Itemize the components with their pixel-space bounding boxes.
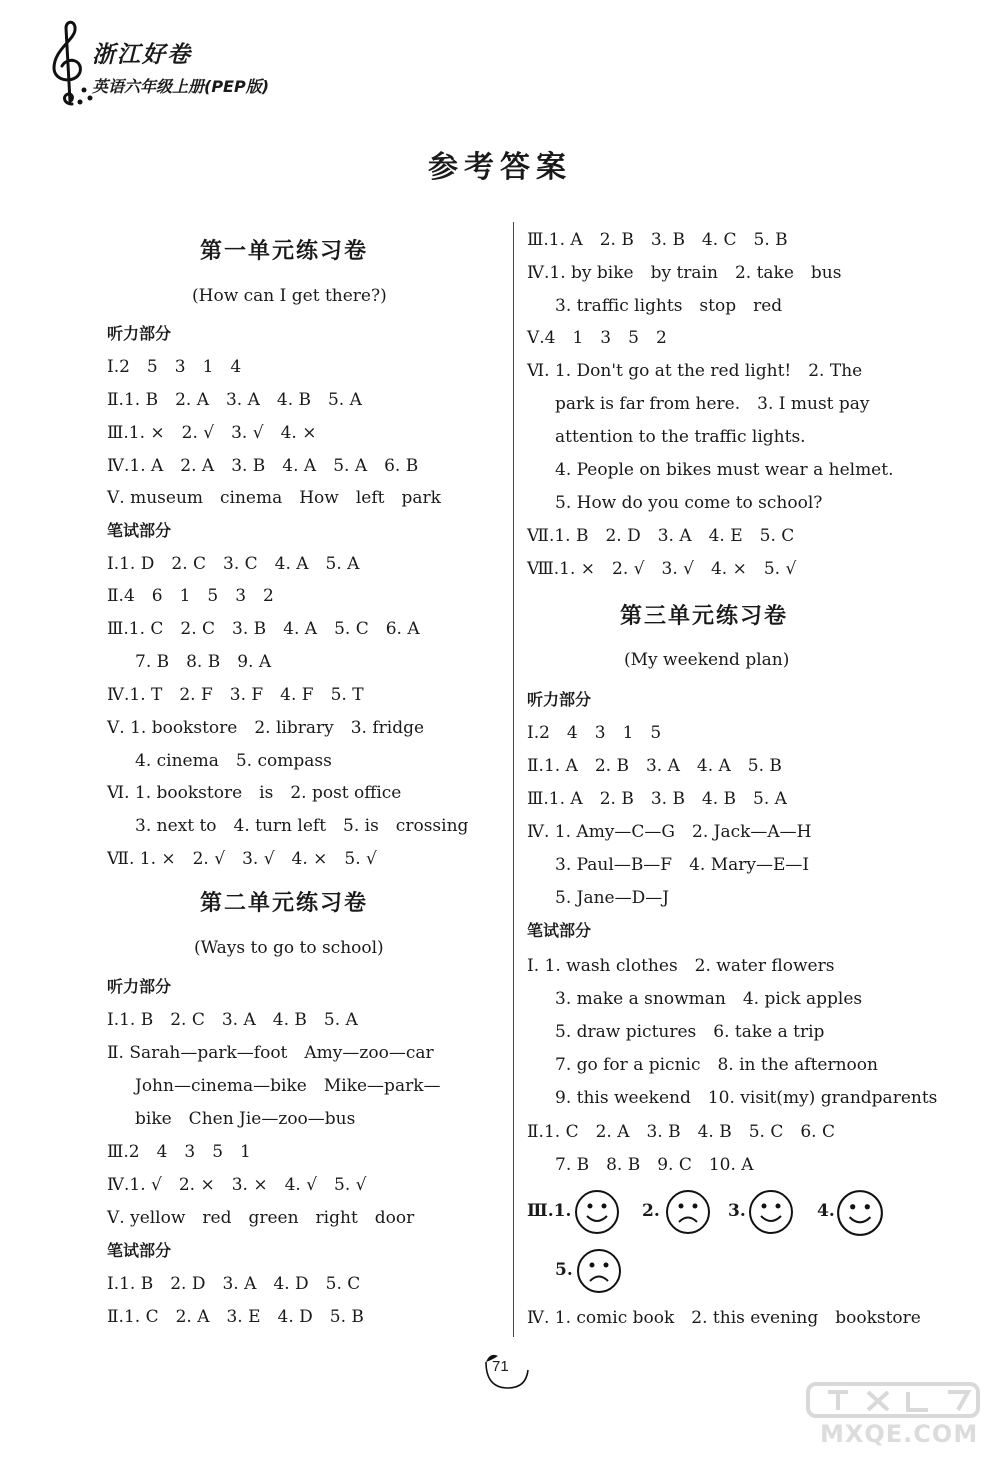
section-written: 笔试部分 [107, 1241, 172, 1260]
answer-line: Ⅳ.1. T 2. F 3. F 4. F 5. T [107, 685, 364, 705]
smiley-face-icon [573, 1188, 621, 1236]
answer-line: Ⅲ.2 4 3 5 1 [107, 1142, 251, 1162]
answer-line: Ⅵ. 1. bookstore is 2. post office [107, 783, 402, 803]
book-subtitle: 英语六年级上册(PEP版) [92, 77, 270, 96]
section-listening: 听力部分 [107, 324, 172, 343]
answer-line: Ⅰ.1. B 2. C 3. A 4. B 5. A [107, 1010, 358, 1030]
answer-line: Ⅳ. 1. comic book 2. this evening bookstore [527, 1308, 921, 1328]
answer-line: 9. this weekend 10. visit(my) grandparents [555, 1088, 938, 1108]
unit-3-subtitle: (My weekend plan) [624, 650, 790, 670]
page-number-text: 71 [492, 1358, 509, 1375]
answer-line: Ⅰ.2 5 3 1 4 [107, 357, 242, 377]
answer-line: Ⅱ. Sarah—park—foot Amy—zoo—car [107, 1043, 434, 1063]
section-listening: 听力部分 [527, 690, 592, 709]
watermark-logo-icon [798, 1380, 988, 1420]
answer-line: Ⅱ.4 6 1 5 3 2 [107, 586, 274, 606]
answer-line: Ⅲ.1. × 2. √ 3. √ 4. × [107, 423, 317, 443]
answer-line: Ⅰ.1. B 2. D 3. A 4. D 5. C [107, 1274, 361, 1294]
answer-line: Ⅰ.2 4 3 1 5 [527, 723, 662, 743]
answer-line: park is far from here. 3. I must pay [555, 394, 870, 414]
answer-line: Ⅴ. yellow red green right door [107, 1208, 415, 1228]
answer-line: 3. next to 4. turn left 5. is crossing [135, 816, 469, 836]
answer-line: Ⅱ.1. C 2. A 3. B 4. B 5. C 6. C [527, 1122, 835, 1142]
answer-line: Ⅶ. 1. × 2. √ 3. √ 4. × 5. √ [107, 849, 377, 869]
section-listening: 听力部分 [107, 977, 172, 996]
answer-line: 7. B 8. B 9. C 10. A [555, 1155, 754, 1175]
column-divider [513, 222, 514, 1337]
unit-3-title: 第三单元练习卷 [620, 604, 789, 629]
section-written: 笔试部分 [527, 921, 592, 940]
sad-face-icon [664, 1188, 712, 1236]
answer-line: Ⅳ. 1. Amy—C—G 2. Jack—A—H [527, 822, 812, 842]
answer-line: 4. People on bikes must wear a helmet. [555, 460, 894, 480]
watermark-text: MXQE.COM [820, 1420, 979, 1448]
answer-line: Ⅰ.1. D 2. C 3. C 4. A 5. A [107, 554, 360, 574]
answer-line: 5. Jane—D—J [555, 888, 670, 908]
answer-line: Ⅴ. museum cinema How left park [107, 488, 441, 508]
unit-1-subtitle: (How can I get there?) [192, 286, 387, 306]
face-label: 3. [728, 1201, 746, 1221]
page-title: 参考答案 [428, 150, 572, 185]
answer-line: Ⅳ.1. √ 2. × 3. × 4. √ 5. √ [107, 1175, 367, 1195]
answer-line: 5. draw pictures 6. take a trip [555, 1022, 825, 1042]
smiley-face-icon [835, 1188, 885, 1238]
face-label: 2. [642, 1201, 660, 1221]
answer-line: Ⅱ.1. B 2. A 3. A 4. B 5. A [107, 390, 362, 410]
answer-line: attention to the traffic lights. [555, 427, 806, 447]
answer-line: Ⅶ.1. B 2. D 3. A 4. E 5. C [527, 526, 795, 546]
page-header [40, 18, 370, 108]
face-label: 4. [817, 1201, 835, 1221]
face-row-label: Ⅲ.1. [527, 1201, 572, 1221]
unit-2-subtitle: (Ways to go to school) [194, 938, 384, 958]
answer-line: Ⅵ. 1. Don't go at the red light! 2. The [527, 361, 863, 381]
section-written: 笔试部分 [107, 521, 172, 540]
series-title: 浙江好卷 [92, 41, 192, 68]
answer-line: Ⅰ. 1. wash clothes 2. water flowers [527, 956, 835, 976]
answer-line: Ⅴ.4 1 3 5 2 [527, 328, 667, 348]
answer-line: Ⅳ.1. A 2. A 3. B 4. A 5. A 6. B [107, 456, 419, 476]
answer-line: 3. traffic lights stop red [555, 296, 783, 316]
answer-line: Ⅲ.1. A 2. B 3. B 4. C 5. B [527, 230, 788, 250]
answer-line: 3. make a snowman 4. pick apples [555, 989, 863, 1009]
unit-2-title: 第二单元练习卷 [200, 891, 369, 916]
sad-face-icon [575, 1247, 623, 1295]
answer-line: bike Chen Jie—zoo—bus [135, 1109, 356, 1129]
answer-line: 7. B 8. B 9. A [135, 652, 272, 672]
smiley-face-icon [747, 1188, 795, 1236]
answer-line: 3. Paul—B—F 4. Mary—E—I [555, 855, 810, 875]
answer-line: Ⅲ.1. C 2. C 3. B 4. A 5. C 6. A [107, 619, 420, 639]
answer-line: Ⅲ.1. A 2. B 3. B 4. B 5. A [527, 789, 787, 809]
treble-clef-icon [40, 18, 100, 108]
face-label: 5. [555, 1260, 573, 1280]
answer-line: Ⅷ.1. × 2. √ 3. √ 4. × 5. √ [527, 559, 797, 579]
page-number [482, 1348, 532, 1392]
answer-line: John—cinema—bike Mike—park— [135, 1076, 441, 1096]
answer-line: Ⅴ. 1. bookstore 2. library 3. fridge [107, 718, 425, 738]
answer-line: 5. How do you come to school? [555, 493, 823, 513]
answer-line: 4. cinema 5. compass [135, 751, 332, 771]
answer-line: Ⅱ.1. A 2. B 3. A 4. A 5. B [527, 756, 782, 776]
unit-1-title: 第一单元练习卷 [200, 239, 369, 264]
answer-line: Ⅱ.1. C 2. A 3. E 4. D 5. B [107, 1307, 364, 1327]
watermark [798, 1380, 988, 1452]
answer-line: 7. go for a picnic 8. in the afternoon [555, 1055, 878, 1075]
answer-line: Ⅳ.1. by bike by train 2. take bus [527, 263, 842, 283]
